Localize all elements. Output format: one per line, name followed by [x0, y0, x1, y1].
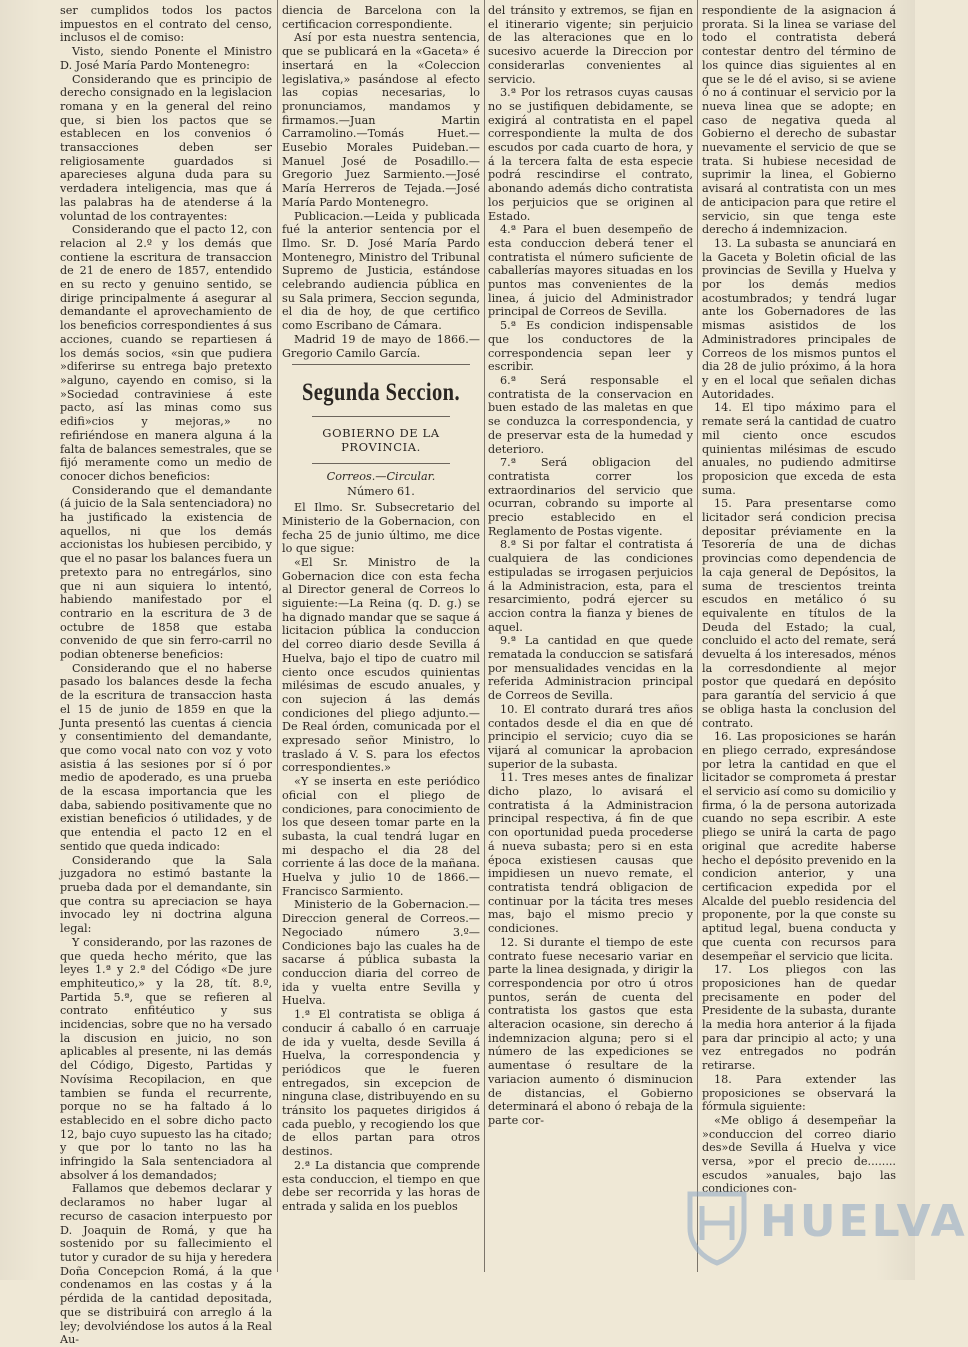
paragraph: 5.ª Es condicion indispensable que los conductores de la correspondencia sepan leer y escribir. [488, 319, 693, 374]
paragraph: El Ilmo. Sr. Subsecretario del Ministerio de la Gobernacion, con fecha 25 de junio último, me dice lo que sigue: [282, 501, 480, 556]
paragraph: 14. El tipo máximo para el remate será la cantidad de cuatro mil ciento once escudos quinientas milésimas de escudo anuales, no pudiendo admitirse proposicion que exceda de esta suma. [702, 401, 896, 497]
section-subheading: GOBIERNO DE LA PROVINCIA. [322, 426, 440, 454]
section-heading: Segunda Seccion. [301, 379, 461, 407]
paragraph: 8.ª Si por faltar el contratista á cualquiera de las condiciones estipuladas se irrogasen perjuicios á la Administracion, esta, para el resarcimiento, podrá ejercer su accion contra la fianza y bienes de aquel. [488, 538, 693, 634]
column-rule [484, 0, 485, 1272]
paragraph: 13. La subasta se anunciará en la Gaceta y Boletin oficial de las provincias de Sevilla y Huelva y por los demás medios acostumbrados; y tendrá lugar ante los Gobernadores de las mismas asistidos de los Administradores principales de Correos de los mismos puntos el dia 28 de julio próximo, á la hora y en el local que señalen dichas Autoridades. [702, 236, 896, 401]
paragraph: Visto, siendo Ponente el Ministro D. José María Pardo Montenegro: [60, 45, 272, 72]
paragraph: Considerando que la Sala juzgadora no estimó bastante la prueba dada por el demandante, sin que contra su apreciacion se haya invocado ley ni doctrina alguna legal: [60, 853, 272, 936]
paragraph: del tránsito y extremos, se fijan en el itinerario vigente; sin perjuicio de las alteraciones que en lo sucesivo acuerde la Direccion por considerarlas convenientes al servicio. [488, 4, 693, 86]
section-divider [292, 364, 470, 366]
paragraph: Publicacion.—Leida y publicada fué la anterior sentencia por el Ilmo. Sr. D. José María Pardo Montenegro, Ministro del Tribunal Supremo de Justicia, estándose celebrando audiencia pública en su Sala primera, Seccion segunda, el dia de hoy, de que certifico como Escribano de Cámara. [282, 209, 480, 333]
paragraph: Considerando que el pacto 12, con relacion al 2.º y los demás que contiene la escritura de transaccion de 21 de enero de 1857, entendido en su recto y genuino sentido, se dirige principalmente á asegurar al demandante el aprovechamiento de los beneficios correspondientes á sus acciones, cuando se repartiesen á los demás socios, «sin que pudiera »diferirse su entrega bajo pretexto »alguno, cayendo en comiso, si la »Sociedad contraviniese á este pacto, así las minas como sus edifi»cios y mejoras,» no refiriéndose en manera alguna á la falta de balances semestrales, que se fijó meramente como un medio de conocer dichos beneficios: [60, 223, 272, 483]
column-rule [277, 0, 278, 1272]
column-rule [697, 0, 698, 1272]
paragraph: 18. Para extender las proposiciones se observará la fórmula siguiente: [702, 1072, 896, 1114]
paragraph: «Y se inserta en este periódico oficial con el pliego de condiciones, para conocimiento de los que deseen tomar parte en la subasta, la cual tendrá lugar en mi despacho el dia 28 del corriente á las doce de la mañana. Huelva y julio 10 de 1866.—Francisco Sarmiento. [282, 775, 480, 898]
paragraph: «Me obligo á desempeñar la »conduccion del correo diario des»de Sevilla á Huelva y vice versa, »por el precio de........ escudos »anuales, bajo las condiciones con- [702, 1113, 896, 1196]
paragraph: Fallamos que debemos declarar y declaramos no haber lugar al recurso de casacion interpuesto por D. Joaquin de Romá, y que ha sostenido por su fallecimiento el tutor y curador de su hija y heredera Doña Concepcion Romá, á la que condenamos en las costas y á la pérdida de la cantidad depositada, que se distribuirá con arreglo á la ley; devolviéndose los autos á la Real Au- [60, 1182, 272, 1347]
paragraph: «El Sr. Ministro de la Gobernacion dice con esta fecha al Director general de Correos lo siguiente:—La Reina (q. D. g.) se ha dignado mandar que se saque á licitacion pública la conduccion del correo diario desde Sevilla á Huelva, bajo el tipo de cuatro mil ciento once escudos quinientas milésimas de escudo anuales, y con sujecion á las demás condiciones del pliego adjunto.—De Real órden, comunicada por el expresado señor Ministro, lo traslado á V. S. para los efectos correspondientes.» [282, 555, 480, 775]
paragraph: 17. Los pliegos con las proposiciones han de quedar precisamente en poder del Presidente de la subasta, durante la media hora anterior á la fijada para dar principio al acto; y una vez entregados no podrán retirarse. [702, 963, 896, 1073]
paragraph: Así por esta nuestra sentencia, que se publicará en la «Gaceta» é insertará en la «Coleccion legislativa,» pasándose al efecto las copias necesarias, lo pronunciamos, mandamos y firmamos.—Juan Martin Carramolino.—Tomás Huet.—Eusebio Morales Puideban.—Manuel José de Posadillo.—Gregorio Juez Sarmiento.—José María Herreros de Tejada.—José María Pardo Montenegro. [282, 31, 480, 209]
column-1 [60, 4, 272, 1347]
column-3 [488, 4, 693, 1274]
watermark-text: HUELVA [760, 1196, 968, 1247]
paragraph: 2.ª La distancia que comprende esta conduccion, el tiempo en que debe ser recorrida y las horas de entrada y salida en los pueblos [282, 1158, 480, 1213]
paragraph: diencia de Barcelona con la certificacion correspondiente. [282, 4, 480, 31]
paragraph: Y considerando, por las razones de que queda hecho mérito, que las leyes 1.ª y 2.ª del Código «De jure emphiteutico,» y la 28, tít. 8.º, Partida 5.ª, que se refieren al contrato enfitéutico y sus incidencias, sobre que no ha versado la discusion en juicio, no son aplicables al presente, ni las demás del Código, Digesto, Partidas y Novísima Recopilacion, en que tambien se funda el recurrente, porque no se ha faltado á lo establecido en el sobre dicho pacto 12, bajo cuyo supuesto las ha citado; y que por lo tanto no las ha infringido la Sala sentenciadora al absolver á los demandados; [60, 935, 272, 1182]
paragraph: 12. Si durante el tiempo de este contrato fuese necesario variar en parte la linea designada, y dirigir la correspondencia por otro ú otros puntos, serán de cuenta del contratista los gastos que esta alteracion ocasione, sin derecho á indemnizacion alguna; pero si el número de las expediciones se aumentase ó resultare de la variacion aumento ó disminucion de distancias, el Gobierno determinará el abono ó rebaja de la parte cor- [488, 935, 693, 1127]
paragraph: Madrid 19 de mayo de 1866.— Gregorio Camilo García. [282, 332, 480, 360]
paragraph: 6.ª Será responsable el contratista de la conservacion en buen estado de las maletas en que se conduzca la correspondencia, y de preservar esta de la humedad y deterioro. [488, 373, 693, 456]
divider [312, 416, 450, 417]
paragraph: 16. Las proposiciones se harán en pliego cerrado, expresándose por letra la cantidad en que el licitador se comprometa á prestar el servicio así como su domicilio y firma, ó la de persona autorizada cuando no sepa escribir. A este pliego se unirá la carta de pago original que acredite haberse hecho el depósito prevenido en la condicion anterior, y una certificacion expedida por el Alcalde del pueblo residencia del proponente, por la que conste su aptitud legal, buena conducta y que cuenta con recursos para desempeñar el servicio que licita. [702, 730, 896, 963]
paragraph: 1.ª El contratista se obliga á conducir á caballo ó en carruaje de ida y vuelta, desde Sevilla á Huelva, la correspondencia y periódicos que le fueren entregados, sin excepcion de ninguna clase, distribuyendo en su tránsito los paquetes dirigidos á cada pueblo, y recogiendo los que de ellos partan para otros destinos. [282, 1008, 480, 1159]
paragraph: ser cumplidos todos los pactos impuestos en el contrato del censo, inclusos el de comiso: [60, 4, 272, 45]
divider [312, 463, 450, 464]
paragraph: respondiente de la asignacion á prorata. Si la linea se variase del todo el contratista deberá contestar dentro del término de los quince dias siguientes al en que se le dé el aviso, si se aviene ó no á continuar el servicio por la nueva linea que se adopte; en caso de negativa queda al Gobierno el derecho de subastar nuevamente el servicio de que se trata. Si hubiese necesidad de suprimir la linea, el Gobierno avisará al contratista con un mes de anticipacion para que retire el servicio, sin que tenga este derecho á indemnizacion. [702, 4, 896, 237]
paragraph: Considerando que el demandante (á juicio de la Sala sentenciadora) no ha justificado la existencia de aquellos, ni que los demás accionistas los hubiesen percibido, y que el no pasar los balances fuera un pretexto para no entregárlos, sino que ni aun siquiera lo intentó, habiendo manifestado por el contrario en la escritura de 3 de octubre de 1858 que estaba convenido de que sin ferro-carril no podian obtenerse beneficios: [60, 483, 272, 662]
paragraph: 4.ª Para el buen desempeño de esta conduccion deberá tener el contratista el número suficiente de caballerías mayores situadas en los puntos mas convenientes de la linea, á juicio del Administrador principal de Correos de Sevilla. [488, 223, 693, 319]
paragraph: 7.ª Será obligacion del contratista correr los extraordinarios del servicio que ocurran, cobrando su importe al precio establecido en el Reglamento de Postas vigente. [488, 456, 693, 538]
paragraph: 10. El contrato durará tres años contados desde el dia en que dé principio el servicio; cuyo dia se vijará al comunicar la aprobacion superior de la subasta. [488, 702, 693, 771]
notice-number: Número 61. [347, 485, 415, 499]
paragraph: Considerando que el no haberse pasado los balances desde la fecha de la escritura de transaccion hasta el 15 de junio de 1859 en que la Junta presentó las cuentas á ciencia y consentimiento del demandante, que como vocal nato con voz y voto asistia á las sesiones por sí ó por medio de apoderado, es una prueba de la escasa importancia que les daba, sabiendo positivamente que no existian beneficios ó utilidades, y de que entendia el pacto 12 en el sentido que queda indicado: [60, 661, 272, 853]
column-2 [282, 4, 480, 1274]
paragraph: 3.ª Por los retrasos cuyas causas no se justifiquen debidamente, se exigirá al contratista en el papel correspondiente la multa de dos escudos por cada cuarto de hora, y á la tercera falta de esta especie podrá rescindirse el contrato, abonando además dicho contratista los perjuicios que se originen al Estado. [488, 86, 693, 223]
paragraph: 11. Tres meses antes de finalizar dicho plazo, lo avisará el contratista á la Administracion principal respectiva, á fin de que con oportunidad pueda procederse á nueva subasta; pero si en esta época existiesen causas que impidiesen un nuevo remate, el contratista tendrá obligacion de continuar por la tácita tres meses mas, bajo el mismo precio y condiciones. [488, 771, 693, 936]
paragraph: Ministerio de la Gobernacion.— Direccion general de Correos.— Negociado número 3.º—Condiciones bajo las cuales ha de sacarse á pública subasta la conduccion diaria del correo de ida y vuelta entre Sevilla y Huelva. [282, 898, 480, 1008]
column-4 [702, 4, 896, 1274]
paragraph: 9.ª La cantidad en que quede rematada la conduccion se satisfará por mensualidades vencidas en la referida Administracion principal de Correos de Sevilla. [488, 634, 693, 703]
paragraph: 15. Para presentarse como licitador será condicion precisa depositar préviamente en la Tesorería de una de dichas provincias como dependencia de la caja general de Depósitos, la suma de trescientos treinta escudos en metálico ó su equivalente en títulos de la Deuda del Estado; la cual, concluido el acto del remate, será devuelta á los interesados, ménos la corresdondiente al mejor postor que quedará en depósito para garantía del servicio á que se obliga hasta la conclusion del contrato. [702, 497, 896, 730]
notice-title: Correos.—Circular. [326, 469, 436, 483]
paragraph: Considerando que es principio de derecho consignado en la legislacion romana y en la general del reino que, si bien los pactos que se establecen en los convenios ó transacciones deben ser religiosamente guardados si aparecieses alguna duda para su verdadera inteligencia, mas que á las palabras ha de atenderse á la voluntad de los contrayentes: [60, 72, 272, 223]
